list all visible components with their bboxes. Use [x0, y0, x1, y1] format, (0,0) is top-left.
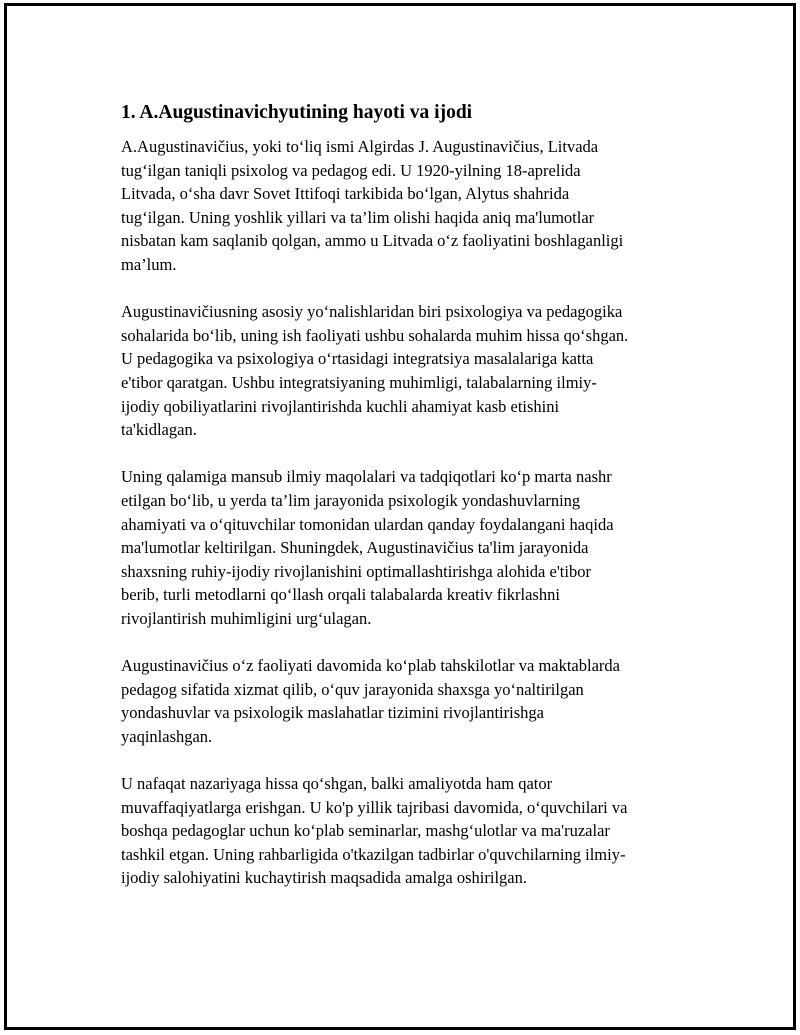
section-title: 1. A.Augustinavichyutining hayoti va ijodi [121, 102, 473, 123]
paragraph-line: ijodiy qobiliyatlarini rivojlantirishda kuchli ahamiyat kasb etishini [121, 396, 560, 416]
paragraph-line: A.Augustinavičius, yoki to‘liq ismi Algirdas J. Augustinavičius, Litvada [121, 137, 599, 156]
paragraph-line: boshqa pedagoglar uchun ko‘plab seminarlar, mashg‘ulotlar va ma'ruzalar [121, 821, 610, 841]
paragraph-line: tug‘ilgan. Uning yoshlik yillari va ta’lim olishi haqida aniq ma'lumotlar [121, 207, 595, 227]
paragraph [121, 465, 701, 630]
paragraph-line: sohalarida bo‘lib, uning ish faoliyati ushbu sohalarda muhim hissa qo‘shgan. [121, 325, 629, 345]
paragraph [121, 300, 701, 442]
paragraph-line: pedagog sifatida xizmat qilib, o‘quv jarayonida shaxsga yo‘naltirilgan [121, 679, 584, 699]
paragraph-line: berib, turli metodlarni qo‘llash orqali talabalarda kreativ fikrlashni [121, 585, 560, 605]
paragraph-line: tug‘ilgan taniqli psixolog va pedagog edi. U 1920-yilning 18-aprelida [121, 160, 581, 180]
paragraph-line: ma'lumotlar keltirilgan. Shuningdek, Augustinavičius ta'lim jarayonida [121, 538, 589, 558]
paragraph [121, 654, 701, 748]
document-body [121, 99, 701, 914]
page-frame [4, 3, 796, 1030]
paragraph-line: ijodiy salohiyatini kuchaytirish maqsadida amalga oshirilgan. [121, 868, 527, 888]
paragraph-line: U nafaqat nazariyaga hissa qo‘shgan, balki amaliyotda ham qator [121, 774, 553, 794]
paragraph-line: U pedagogika va psixologiya o‘rtasidagi integratsiya masalalariga katta [121, 349, 594, 369]
paragraph-line: muvaffaqiyatlarga erishgan. U ko'p yillik tajribasi davomida, o‘quvchilari va [121, 797, 628, 817]
paragraph-line: yaqinlashgan. [121, 726, 213, 746]
paragraph-line: etilgan bo‘lib, u yerda ta’lim jarayonida psixologik yondashuvlarning [121, 490, 581, 510]
paragraph-line: Uning qalamiga mansub ilmiy maqolalari va tadqiqotlari ko‘p marta nashr [121, 467, 612, 487]
paragraph-line: Augustinavičiusning asosiy yo‘nalishlaridan biri psixologiya va pedagogika [121, 302, 623, 322]
paragraph-list [121, 135, 701, 890]
paragraph-line: e'tibor qaratgan. Ushbu integratsiyaning muhimligi, talabalarning ilmiy- [121, 372, 597, 392]
paragraph [121, 135, 701, 277]
paragraph-line: Augustinavičius o‘z faoliyati davomida ko‘plab tahskilotlar va maktablarda [121, 656, 620, 676]
paragraph-line: shaxsning ruhiy-ijodiy rivojlanishini optimallashtirishga alohida e'tibor [121, 561, 591, 581]
paragraph-line: Litvada, o‘sha davr Sovet Ittifoqi tarkibida bo‘lgan, Alytus shahrida [121, 184, 570, 204]
paragraph-line: nisbatan kam saqlanib qolgan, ammo u Litvada o‘z faoliyatini boshlaganligi [121, 231, 624, 251]
paragraph-line: yondashuvlar va psixologik maslahatlar tizimini rivojlantirishga [121, 703, 544, 723]
paragraph-line: ma’lum. [121, 254, 177, 274]
paragraph-line: ahamiyati va o‘qituvchilar tomonidan ulardan qanday foydalangani haqida [121, 514, 614, 534]
paragraph-line: ta'kidlagan. [121, 420, 197, 440]
paragraph-line: tashkil etgan. Uning rahbarligida o'tkazilgan tadbirlar o'quvchilarning ilmiy- [121, 844, 626, 864]
paragraph [121, 772, 701, 890]
paragraph-line: rivojlantirish muhimligini urg‘ulagan. [121, 608, 372, 628]
